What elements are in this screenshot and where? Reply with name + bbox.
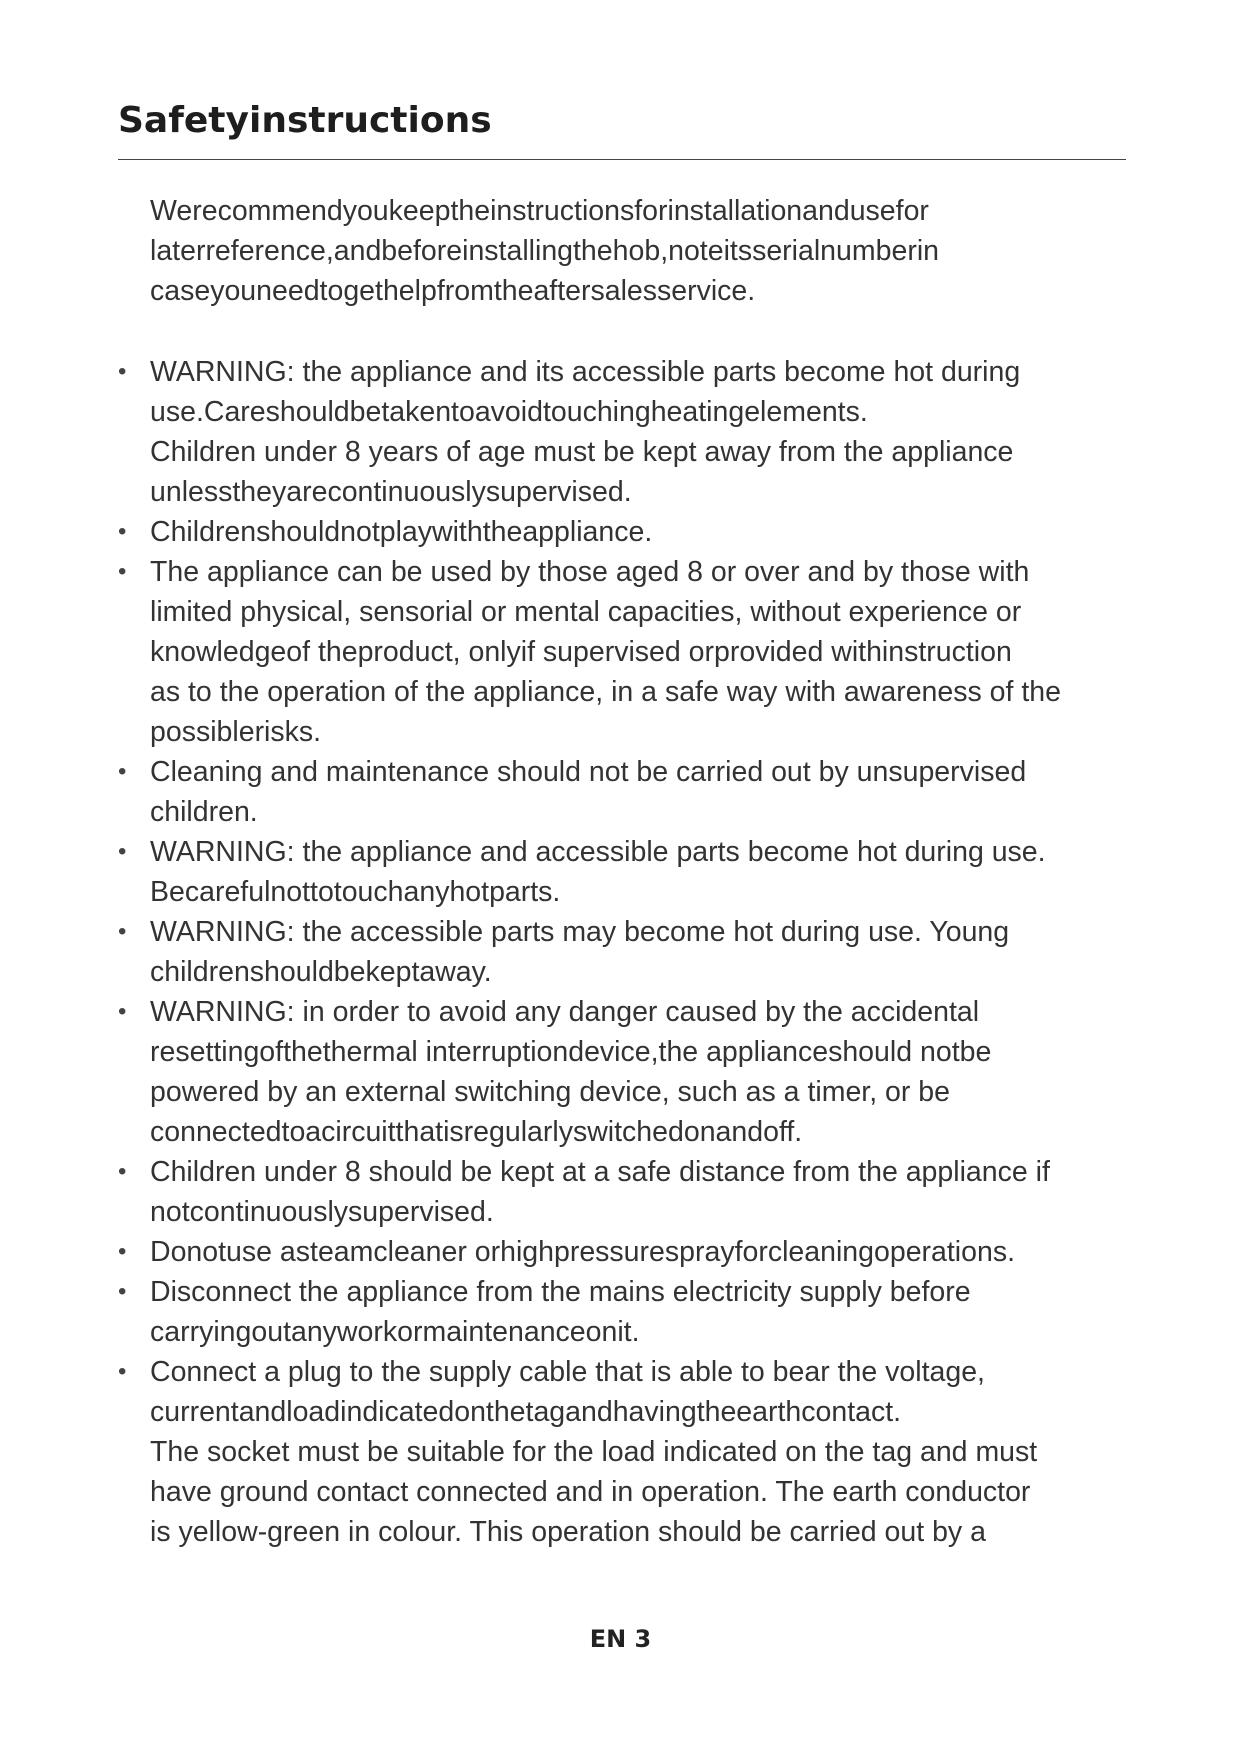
bullet-line: possiblerisks. [150, 716, 322, 748]
bullet-line: currentandloadindicatedonthetagandhavingtheearthcontact. [150, 1396, 902, 1428]
page-title: Safetyinstructions [118, 100, 492, 141]
bullet-dot-icon: • [118, 758, 127, 785]
bullet-line: The socket must be suitable for the load indicated on the tag and must [150, 1436, 1038, 1468]
bullet-item [118, 992, 1140, 1152]
bullet-line: notcontinuouslysupervised. [150, 1196, 494, 1228]
bullet-item [118, 352, 1140, 512]
intro-line: laterreference,andbeforeinstallingthehob,noteitsserialnumberin [150, 235, 939, 267]
bullet-dot-icon: • [118, 1358, 127, 1385]
bullet-line: connectedtoacircuitthatisregularlyswitchedonandoff. [150, 1116, 803, 1148]
intro-line: Werecommendyoukeeptheinstructionsforinstallationandusefor [150, 195, 929, 227]
bullet-line: unlesstheyarecontinuouslysupervised. [150, 476, 632, 508]
bullet-dot-icon: • [118, 1238, 127, 1265]
page-number: EN 3 [589, 1625, 652, 1653]
intro-paragraph [150, 191, 1140, 311]
bullet-item [118, 912, 1140, 992]
bullet-line: Connect a plug to the supply cable that is able to bear the voltage, [150, 1356, 985, 1388]
bullet-line: Children under 8 should be kept at a safe distance from the appliance if [150, 1156, 1050, 1188]
bullet-line: knowledgeof theproduct, onlyif supervised orprovided withinstruction [150, 636, 1012, 668]
bullet-line: childrenshouldbekeptaway. [150, 956, 492, 988]
bullet-dot-icon: • [118, 838, 127, 865]
bullet-item [118, 1352, 1140, 1552]
safety-bullet-list [118, 352, 1140, 1552]
bullet-item [118, 1272, 1140, 1352]
bullet-line: Becarefulnottotouchanyhotparts. [150, 876, 561, 908]
bullet-dot-icon: • [118, 1278, 127, 1305]
bullet-line: Donotuse asteamcleaner orhighpressuresprayforcleaningoperations. [150, 1236, 1016, 1268]
bullet-item [118, 752, 1140, 832]
bullet-item [118, 832, 1140, 912]
bullet-dot-icon: • [118, 998, 127, 1025]
bullet-line: WARNING: in order to avoid any danger caused by the accidental [150, 996, 980, 1028]
bullet-line: is yellow-green in colour. This operation should be carried out by a [150, 1516, 986, 1548]
bullet-line: resettingofthethermal interruptiondevice,the applianceshould notbe [150, 1036, 992, 1068]
bullet-item [118, 1152, 1140, 1232]
bullet-item [118, 552, 1140, 752]
bullet-dot-icon: • [118, 918, 127, 945]
bullet-line: Cleaning and maintenance should not be carried out by unsupervised [150, 756, 1027, 788]
bullet-line: WARNING: the appliance and accessible parts become hot during use. [150, 836, 1046, 868]
bullet-line: Childrenshouldnotplaywiththeappliance. [150, 516, 653, 548]
bullet-line: have ground contact connected and in operation. The earth conductor [150, 1476, 1031, 1508]
bullet-line: powered by an external switching device, such as a timer, or be [150, 1076, 951, 1108]
bullet-line: carryingoutanyworkormaintenanceonit. [150, 1316, 640, 1348]
bullet-line: limited physical, sensorial or mental capacities, without experience or [150, 596, 1022, 628]
bullet-line: as to the operation of the appliance, in a safe way with awareness of the [150, 676, 1061, 708]
bullet-line: use.Careshouldbetakentoavoidtouchingheatingelements. [150, 396, 868, 428]
bullet-line: The appliance can be used by those aged 8 or over and by those with [150, 556, 1030, 588]
bullet-line: WARNING: the appliance and its accessible parts become hot during [150, 356, 1021, 388]
bullet-dot-icon: • [118, 558, 127, 585]
intro-line: caseyouneedtogethelpfromtheaftersalesservice. [150, 275, 756, 307]
bullet-item [118, 1232, 1140, 1272]
bullet-line: Children under 8 years of age must be kept away from the appliance [150, 436, 1014, 468]
bullet-dot-icon: • [118, 1158, 127, 1185]
bullet-line: Disconnect the appliance from the mains electricity supply before [150, 1276, 971, 1308]
title-divider [118, 159, 1126, 160]
bullet-line: WARNING: the accessible parts may become hot during use. Young [150, 916, 1010, 948]
bullet-line: children. [150, 796, 258, 828]
bullet-item [118, 512, 1140, 552]
bullet-dot-icon: • [118, 358, 127, 385]
bullet-dot-icon: • [118, 518, 127, 545]
